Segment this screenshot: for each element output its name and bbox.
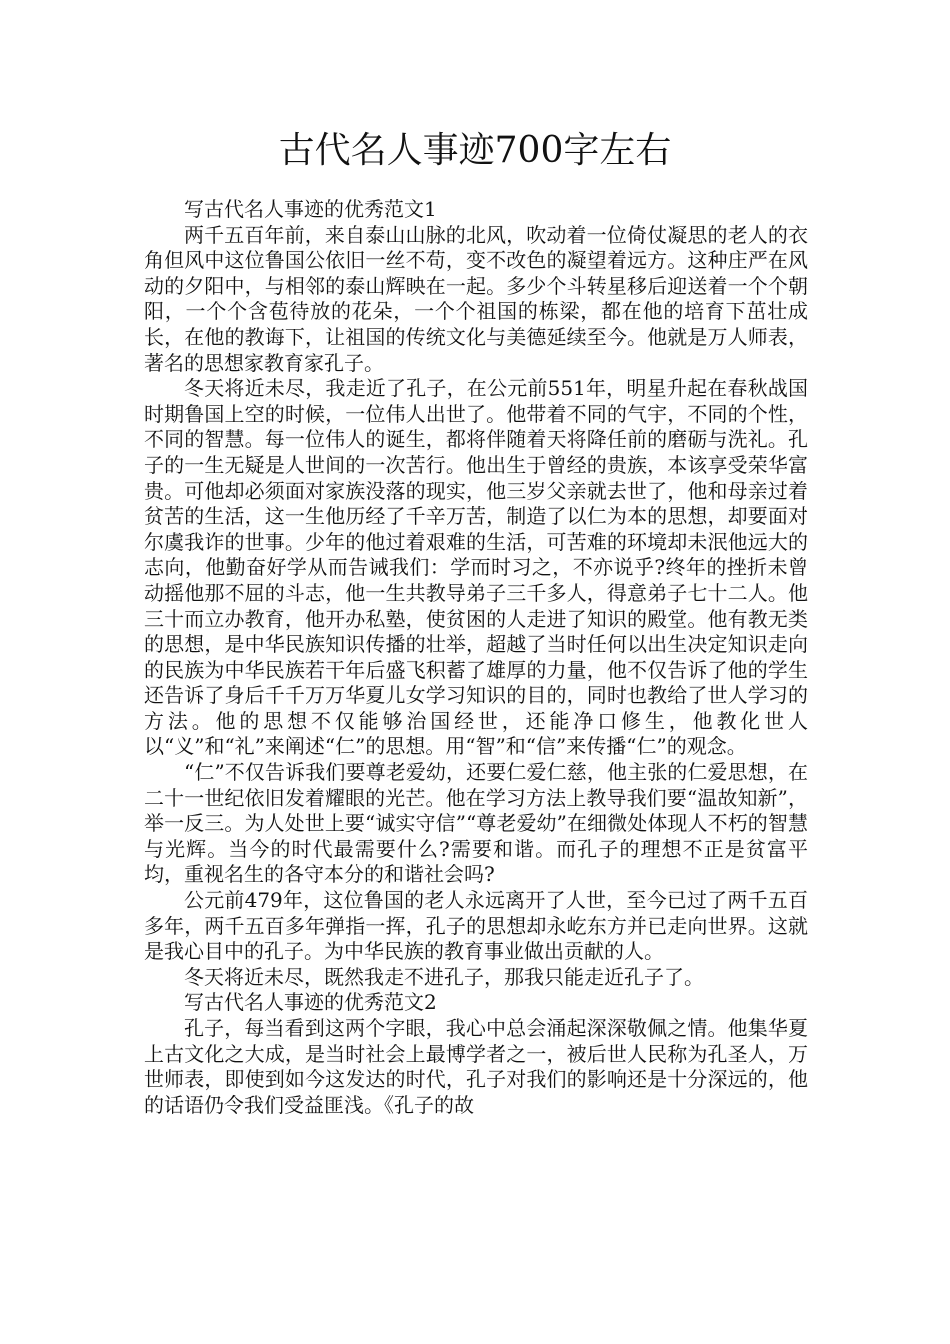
paragraph: 公元前479年，这位鲁国的老人永远离开了人世，至今已过了两千五百多年，两千五百多年弹指一挥，孔子的思想却永屹东方并已走向世界。这就是我心目中的孔子。为中华民族的教育事业做出贡献的人。 <box>144 888 808 964</box>
paragraph: “仁”不仅告诉我们要尊老爱幼，还要仁爱仁慈，他主张的仁爱思想，在二十一世纪依旧发着耀眼的光芒。他在学习方法上教导我们要“温故知新”，举一反三。为人处世上要“诚实守信”“尊老爱幼”在细微处体现人不朽的智慧与光辉。当今的时代最需要什么?需要和谐。而孔子的理想不正是贫富平均，重视名生的各守本分的和谐社会吗? <box>144 760 808 887</box>
document-title: 古代名人事迹700字左右 <box>278 130 672 171</box>
paragraph: 冬天将近未尽，既然我走不进孔子，那我只能走近孔子了。 <box>184 964 704 989</box>
section-heading-1: 写古代名人事迹的优秀范文1 <box>184 197 437 221</box>
paragraph: 孔子，每当看到这两个字眼，我心中总会涌起深深敬佩之情。他集华夏上古文化之大成，是当时社会上最博学者之一，被后世人民称为孔圣人，万世师表，即使到如今这发达的时代，孔子对我们的影响还是十分深远的，他的话语仍令我们受益匪浅。《孔子的故 <box>144 1016 808 1117</box>
paragraph: 两千五百年前，来自泰山山脉的北风，吹动着一位倚仗凝思的老人的衣角但风中这位鲁国公依旧一丝不苟，变不改色的凝望着远方。这种庄严在风动的夕阳中，与相邻的泰山辉映在一起。多少个斗转星移后迎送着一个个朝阳，一个个含苞待放的花朵，一个个祖国的栋梁，都在他的培育下茁壮成长，在他的教诲下，让祖国的传统文化与美德延续至今。他就是万人师表，著名的思想家教育家孔子。 <box>144 222 808 375</box>
document-body <box>144 197 808 1118</box>
paragraph: 冬天将近未尽，我走近了孔子，在公元前551年，明星升起在春秋战国时期鲁国上空的时候，一位伟人出世了。他带着不同的气宇，不同的个性，不同的智慧。每一位伟人的诞生，都将伴随着天将降任前的磨砺与洗礼。孔子的一生无疑是人世间的一次苦行。他出生于曾经的贵族，本该享受荣华富贵。可他却必须面对家族没落的现实，他三岁父亲就去世了，他和母亲过着贫苦的生活，这一生他历经了千辛万苦，制造了以仁为本的思想，却要面对尔虞我诈的世事。少年的他过着艰难的生活，可苦难的环境却未泯他远大的志向，他勤奋好学从而告诫我们：学而时习之，不亦说乎?终年的挫折未曾动摇他那不屈的斗志，他一生共教导弟子三千多人，得意弟子七十二人。他三十而立办教育，他开办私塾，使贫困的人走进了知识的殿堂。他有教无类的思想，是中华民族知识传播的壮举，超越了当时任何以出生决定知识走向的民族为中华民族若干年后盛飞积蓄了雄厚的力量，他不仅告诉了他的学生还告诉了身后千千万万华夏儿女学习知识的目的，同时也教给了世人学习的方法。他的思想不仅能够治国经世，还能净口修生，他教化世人以“义”和“礼”来阐述“仁”的思想。用“智”和“信”来传播“仁”的观念。 <box>144 376 808 759</box>
section-heading-2: 写古代名人事迹的优秀范文2 <box>184 990 437 1015</box>
